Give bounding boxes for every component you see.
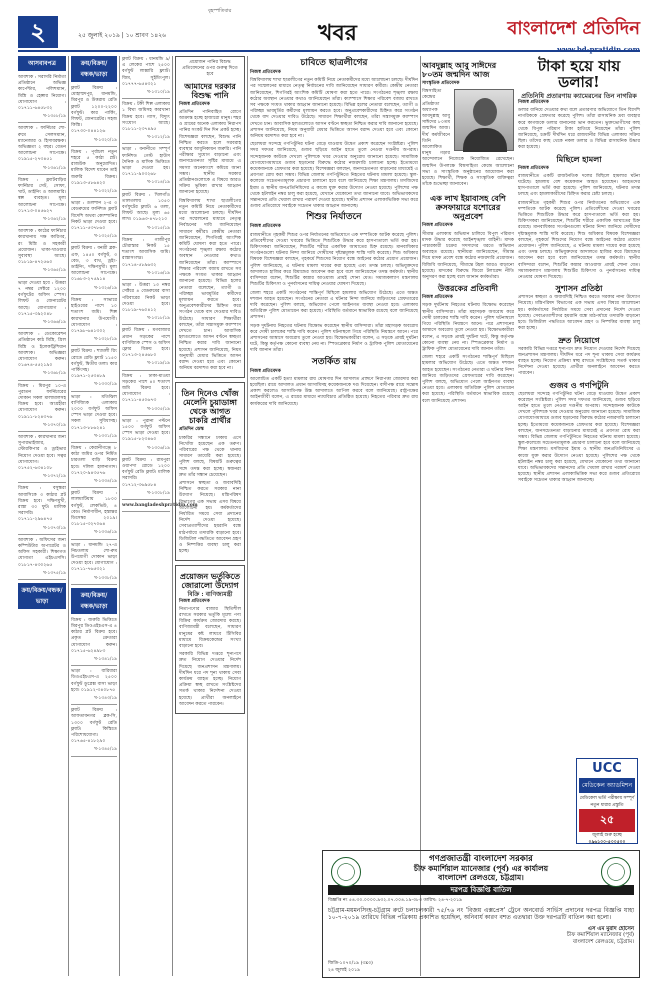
classified-ad[interactable] [71, 668, 117, 705]
article-headline: সুশাসন প্রতিষ্ঠা [555, 283, 603, 294]
category-header: আসবাবপত্র [18, 56, 66, 71]
classified-ad[interactable] [71, 617, 117, 666]
ad-text: ভাড়া : মতিঝিল বাণিজ্যিক এলাকায় ২০০০ বর্গফুট অফিস স্পেস ভাড়া দেওয়া হবে। সকল সুবিধাসহ। ০১৭১৩-৮৮৬২৪১ [71, 394, 117, 431]
ad-text: বিক্রয় : সাভারে হাইওয়ের পাশে ১০ শতাংশ জমি। শিল্প কারখানার উপযোগী। যোগাযোগ : ০১৭৯৮-৬৪১৩০২ [71, 297, 117, 334]
article-body: বিশ্ববিদ্যালয় শাখা ছাত্রলীগের নতুন কমিটি নিয়ে নেতাকর্মীদের মধ্যে আলোচনা চলছে। দীর্ঘদিন পর সম্মেলনের মাধ্যমে নেতৃত্ব নির্বাচনের দাবি জানিয়েছেন সাধারণ কর্মীরা। কেন্দ্রীয় নেতারা জানিয়েছেন, শিগগিরই আংশিক কমিটি ঘোষণা করা হতে পারে। সংগঠনের শৃঙ্খলা রক্ষায় কঠোর অবস্থান নেওয়ার কথাও জানিয়েছেন তাঁরা। ক্যাম্পাসে শিক্ষার পরিবেশ বজায় রাখতে সব পক্ষকে সংযত থাকার আহ্বান জানানো হয়েছে। বিভিন্ন হলের নেতারা বলেছেন, ত্যাগী ও পরিচ্ছন্ন ভাবমূর্তির কর্মীদের মূল্যায়ন করতে হবে। অনুপ্রবেশকারীদের চিহ্নিত করে সংগঠন থেকে বাদ দেওয়ার দাবিও উঠেছে। সাধারণ শিক্ষার্থীরা বলছেন, তাঁরা সন্ত্রাসমুক্ত ক্যাম্পাস দেখতে চান। আবাসিক হলগুলোতে আসন বণ্টনে স্বচ্ছতা নিশ্চিত করার দাবি জানানো হয়েছে। প্রশাসন জানিয়েছে, নিয়ম অনুযায়ী মেধার ভিত্তিতে আসন বরাদ্দ দেওয়া হবে এবং কোনো অনিয়ম বরদাশত করা হবে না। [250, 78, 418, 140]
ad-text: ভাড়া : বারিধারা ডিওএইচএস-এ ২৫০০ বর্গফুট ডুপ্লেক্স বাসা ভাড়া হবে। ০১৯১২-৩৪০৮৭৫ [71, 669, 117, 693]
article-headline: সতর্কিত রায় [311, 356, 357, 367]
article-body: ছেলেধরা সন্দেহে গণপিটুনির ঘটনা বেড়ে যাওয়ায় উদ্বেগ প্রকাশ করেছেন সংশ্লিষ্টরা। পুলিশ সদর দফতর জানিয়েছে, গুজব ছড়িয়ে আইন হাতে তুলে নেওয়া দণ্ডনীয় অপরাধ। সন্দেহজনক কাউকে দেখলে পুলিশকে খবর দেওয়ার অনুরোধ জানানো হয়েছে। সামাজিক যোগাযোগমাধ্যমে গুজব ছড়ানোর বিরুদ্ধে কঠোর নজরদারি চালানো হচ্ছে। ইতোমধ্যে কয়েকজনকে গ্রেফতার করা হয়েছে। বিশেষজ্ঞরা বলছেন, জনসচেতনতা বাড়ানোর মাধ্যমেই এ প্রবণতা রোধ করা সম্ভব। বিভিন্ন জেলায় গণপিটুনিতে নিহতের ঘটনায় মামলা হয়েছে। স্কুল-কলেজে সচেতনতামূলক প্রচারণা চালানো হবে বলে জানিয়েছে শিক্ষা মন্ত্রণালয়। মসজিদের ইমাম ও স্থানীয় জনপ্রতিনিধিদের এ কাজে যুক্ত করার উদ্যোগ নেওয়া হয়েছে। পুলিশের পক্ষ থেকে হটলাইন নম্বর চালু করা হয়েছে, যেখানে যেকোনো তথ্য জানানো যাবে। অভিভাবকদের সন্তানদের প্রতি খেয়াল রাখার পরামর্শ দেওয়া হয়েছে। স্থানীয় প্রশাসন এলাকাভিত্তিক সভা করে গুজব প্রতিরোধে সবাইকে সচেতন থাকার আহ্বান জানাচ্ছে। [250, 142, 418, 210]
article-body: ছেলেধরা সন্দেহে গণপিটুনির ঘটনা বেড়ে যাওয়ায় উদ্বেগ প্রকাশ করেছেন সংশ্লিষ্টরা। পুলিশ সদর দফতর জানিয়েছে, গুজব ছড়িয়ে আইন হাতে তুলে নেওয়া দণ্ডনীয় অপরাধ। সন্দেহজনক কাউকে দেখলে পুলিশকে খবর দেওয়ার অনুরোধ জানানো হয়েছে। সামাজিক যোগাযোগমাধ্যমে গুজব ছড়ানোর বিরুদ্ধে কঠোর নজরদারি চালানো হচ্ছে। ইতোমধ্যে কয়েকজনকে গ্রেফতার করা হয়েছে। বিশেষজ্ঞরা বলছেন, জনসচেতনতা বাড়ানোর মাধ্যমেই এ প্রবণতা রোধ করা সম্ভব। বিভিন্ন জেলায় গণপিটুনিতে নিহতের ঘটনায় মামলা হয়েছে। স্কুল-কলেজে সচেতনতামূলক প্রচারণা চালানো হবে বলে জানিয়েছে শিক্ষা মন্ত্রণালয়। মসজিদের ইমাম ও স্থানীয় জনপ্রতিনিধিদের এ কাজে যুক্ত করার উদ্যোগ নেওয়া হয়েছে। পুলিশের পক্ষ থেকে হটলাইন নম্বর চালু করা হয়েছে, যেখানে যেকোনো তথ্য জানানো যাবে। অভিভাবকদের সন্তানদের প্রতি খেয়াল রাখার পরামর্শ দেওয়া হয়েছে। স্থানীয় প্রশাসন এলাকাভিত্তিক সভা করে গুজব প্রতিরোধে সবাইকে সচেতন থাকার আহ্বান জানাচ্ছে। [518, 391, 640, 484]
ad-code: খ-১৩৬১/১৯ [43, 165, 66, 171]
ad-code: খ-১৩১৬/১৯ [147, 270, 170, 276]
date-line: ২৫ জুলাই ২০১৯ | ১০ শ্রাবণ ১৪২৬ [78, 32, 166, 39]
article-byline: নিজস্ব প্রতিবেদক [250, 70, 281, 75]
article-headline: তিন দিনেও খোঁজ মেলেনি চুয়াডাঙ্গা থেকে আগত চাকরি প্রার্থীর [181, 388, 239, 426]
article-verdict[interactable] [250, 358, 418, 408]
classified-list [122, 56, 170, 371]
ad-text: ফ্ল্যাট বিক্রয় : শ্যামলী রিং রোডে রেডি ফ্ল্যাট ১১৫০ বর্গফুট, দ্বিতীয় তলা। কার পার্কিংসহ। ০১৯৭১-২৫৩৪৮৯ [71, 349, 117, 380]
news-column-4 [175, 56, 245, 976]
ad-text: ভাড়া : বনানীতে সম্পূর্ণ ফার্নিশড গেস্ট হাউস দৈনিক ও মাসিক ভিত্তিতে ভাড়া দেওয়া হয়। ০১৭১১-৯০৩২৬৮ [122, 147, 170, 178]
article-byline: নিজস্ব প্রতিবেদক [179, 101, 210, 107]
article-chhatraleague[interactable] [250, 59, 418, 210]
article-kicker: প্রয়োজন পানির বিশুদ্ধ প্রতিবেদনের ওপর গুরুত্ব দিতে হবে [182, 60, 238, 78]
ad-code: খ-১৩১৫/১৯ [147, 225, 170, 231]
ad-code: খ-১৩২০/১৯ [94, 137, 117, 143]
ad-text: বিক্রয় : ফ্ল্যাটবাড়ির ফার্নিচার সেট, সোফা, খাট, ডাইনিং ও আলমারি। স্বল্প ব্যবহৃত। মূল্য আলোচনা সাপেক্ষে। ০১৭১৩-০৪৫৬২৭ [18, 177, 66, 214]
article-body: সীমান্ত এলাকায় অভিযান চালিয়ে বিপুল পরিমাণ মাদক উদ্ধার করেছে আইনশৃঙ্খলা বাহিনী। মাদক পাচারকারী চক্রের সদস্যদের ধরতে অভিযান অব্যাহত রয়েছে। স্থানীয়রা জানিয়েছেন, সীমান্ত দিয়ে মাদক প্রবেশ বন্ধে কঠোর নজরদারি প্রয়োজন। বিজিবি জানিয়েছে, সীমান্তে টহল আরও বাড়ানো হয়েছে। মাদকের বিরুদ্ধে জিরো টলারেন্স নীতি অনুসরণ করা হচ্ছে বলে জানান কর্মকর্তারা। [422, 231, 514, 281]
article-body: প্রশাসনে স্বচ্ছতা ও জবাবদিহি নিশ্চিত করতে সরকার নানা উদ্যোগ নিয়েছে। মন্ত্রিপরিষদ বিভাগের এক সভায় এসব বিষয়ে আলোচনা হয়। কর্মকর্তাদের নির্ধারিত সময়ে সেবা প্রদানের নির্দেশ দেওয়া হয়েছে। সেবাপ্রত্যাশীদের হয়রানি বন্ধে মাঠপর্যায়ে তদারকি বাড়ানো হবে। ডিজিটাল পদ্ধতিতে আবেদন গ্রহণ ও নিষ্পত্তির ব্যবস্থা চালু করা হচ্ছে। [518, 295, 640, 332]
govt-seal-icon [331, 857, 361, 887]
ad-text: বিক্রয় : বসুন্ধরা আবাসিকে ৩ কাঠার প্লট বিক্রয় হবে। দক্ষিণমুখী, রাস্তা ৩০ ফুট। মালিক সরাসরি। ০১৭১১-২৯৬৪৭৫ [18, 486, 66, 523]
classifieds-column-2 [71, 56, 117, 976]
classified-list [18, 74, 66, 580]
news-right [422, 56, 640, 846]
page-number: ২ [18, 16, 58, 48]
ad-code: খ-১৩৭৫/১৯ [43, 570, 66, 576]
classified-ad[interactable] [18, 228, 66, 277]
column-divider [68, 56, 69, 976]
article-headline: মিছিলে হামলা [556, 153, 602, 164]
section-title: খবর [318, 20, 357, 46]
classified-ad[interactable] [71, 348, 117, 391]
notice-signature [328, 926, 634, 945]
classified-ad[interactable] [18, 485, 66, 534]
classified-list [71, 617, 117, 757]
notice-govt-title: গণপ্রজাতন্ত্রী বাংলাদেশ সরকার [429, 854, 533, 864]
article-subhead: বিক্রি : বাণিজ্যমন্ত্রী [187, 591, 233, 599]
ucc-advertisement[interactable] [576, 758, 638, 844]
notice-office: চীফ কমার্শিয়াল ম্যানেজার (পূর্ব) এর কার্যালয় [413, 864, 549, 873]
ad-text: বিক্রয় : টঙ্গী শিল্প এলাকায় ১ বিঘা জমিসহ কারখানা বিক্রয় হবে। গ্যাস, বিদ্যুৎ সংযোগ আছে। ০১৮১১-২৩৭৪৯৫ [122, 102, 170, 133]
article-headline: দ্রুত নিয়োগে [558, 334, 600, 345]
article-byline: নিজস্ব প্রতিবেদক [179, 598, 210, 604]
article-child-abuse[interactable] [250, 213, 418, 354]
ad-text: আবশ্যক : ডেকোরেশন প্রতিষ্ঠানে কাঠ মিস্ত্রি, গ্রিল মিস্ত্রি ও ইলেকট্রিশিয়ান আবশ্যক। অভিজ্ঞরা যোগাযোগ করুন। ০১৬৭৪-৫৫২১৯০ [18, 332, 66, 369]
ucc-tagline: মেডিকেল ভর্তি পরীক্ষায় সম্পূর্ণ নতুন ধারার প্রস্তুতি [579, 796, 635, 808]
ad-text: বিক্রয় : ঢাকা-মাওয়া সড়কের পাশে ৪০ শতাংশ জমি বিক্রয় হবে। যোগাযোগ : ০১৭১১-৪৫০৬৭৩ [122, 373, 170, 404]
website-link[interactable]: www.bangladeshpratidin.com [122, 502, 170, 512]
classified-ad[interactable] [18, 125, 66, 174]
article-dollar[interactable] [518, 58, 640, 485]
classified-ad[interactable] [122, 192, 170, 235]
ad-code: খ-১৩৭৩/১৯ [43, 525, 66, 531]
notice-org: বাংলাদেশ রেলওয়ে, চট্টগ্রাম। [438, 873, 524, 882]
article-subhead: প্রতিনিধি প্রতারণায় ক্যামেরনের তিন নাগরিক [521, 92, 637, 100]
ad-text: বিক্রয় : পূর্বাচল নতুন শহরে ৫ কাঠা প্লট। রাজউক অনুমোদিত। মালিক বিদেশ যাবেন তাই জরুরি বিক্রয়। ০১৯১৩-৫৮৬৪২০ [71, 149, 117, 186]
article-byline: প্রতিদিন ডেস্ক [179, 427, 204, 433]
ad-code: খ-১৩৬৫/১৯ [43, 268, 66, 274]
ad-text: আবশ্যক : সরাসরি নির্মাতা প্রতিষ্ঠানে অভিজ্ঞ কার্পেন্টার, পলিশম্যান, মিস্ত্রি ও হেল্পার নিয়োগ। যোগাযোগ : ০১৭১১-৬৪৫৮৩২ [18, 75, 66, 112]
article-byline: নিজস্ব প্রতিবেদক [250, 224, 281, 230]
newspaper-logo[interactable] [507, 14, 640, 54]
ad-code: খ-১৩৩০/১৯ [94, 382, 117, 388]
ad-text: ভাড়া : উত্তরা ১৩ নম্বর সেক্টরে ৪ বেডরুমের বাসা পরিবারের নিকট ভাড়া দেওয়া হবে। ০১৮১৯-৭৬০৪১২ [122, 283, 170, 313]
ad-code: খ-১৩৩৬/১৯ [94, 530, 117, 536]
classified-ad[interactable] [122, 457, 170, 500]
masthead [18, 6, 640, 54]
ad-text: ফ্ল্যাট বিক্রয় : ধানমন্ডি ৯/এ লেকের পাশে ২৫০০ বর্গফুট লাক্সারি ফ্ল্যাট। জিম, সুইমিংপুল। ০১৭৭৭-৬৫৪৩২১ [122, 57, 170, 87]
article-headline: শিশুর নির্যাতনে [306, 212, 362, 223]
ad-code: খ-১৩১৯/১৯ [147, 361, 170, 367]
ad-text: ভাড়া : গুলশান ২-এ ৩ বেডরুমের ফার্নিশড ফ্ল্যাট বিদেশি অথবা কোম্পানির নিকট ভাড়া দেওয়া হবে। ০১৭১১-৫৩৭৮৬০ [71, 201, 117, 232]
article-byline: নিজস্ব প্রতিবেদক [518, 100, 549, 105]
ad-code: খ-১৩৬৮/১৯ [43, 371, 66, 377]
column-divider [119, 56, 120, 976]
classified-ad[interactable] [71, 394, 117, 443]
ad-text: আবশ্যক : ফার্নিচার শো-রুমে সেলসম্যান, ম্যানেজার ও হিসাবরক্ষক। অভিজ্ঞতা ২ বছর। বেতন আলোচনা সাপেক্ষে। ০১৯১৫-২৭৩৪৫১ [18, 126, 66, 163]
ad-code: খ-১৩১৪/১৯ [147, 180, 170, 186]
ad-text: ফ্ল্যাট বিক্রয় : রামপুরা ওয়াপদা রোডে ১২০০ বর্গফুট রেডি ফ্ল্যাট। মালিক সরাসরি। ০১৭১২-৩৬৯৫৮৪ [122, 457, 170, 488]
ad-text: ফ্ল্যাট বিক্রয় : খিলগাঁও তালতলায় ১০৫০ বর্গফুটের ফ্ল্যাট। ৬ তলা, লিফট আছে। মূল্য ৬৫ লাখ। ০১৯৬৩-৪৭৮২১০ [122, 192, 170, 223]
article-headline: আবদুল্লাহ আবু সাঈদের ৮০তম জন্মদিন আজ [422, 60, 497, 79]
article-subsidy[interactable] [175, 565, 245, 714]
logo-text: বাংলাদেশ প্রতিদিন [507, 18, 640, 39]
article-body: রাজধানীতে গৃহকর্মী শিশুর ওপর নির্যাতনের অভিযোগে এক দম্পতিকে আটক করেছে পুলিশ। প্রতিবেশীদের দেওয়া খবরের ভিত্তিতে শিশুটিকে উদ্ধার করে হাসপাতালে ভর্তি করা হয়। চিকিৎসকরা জানিয়েছেন, শিশুটির শরীরে একাধিক আঘাতের চিহ্ন রয়েছে। মানবাধিকার সংগঠনগুলো ঘটনার নিন্দা জানিয়ে দোষীদের দৃষ্টান্তমূলক শাস্তি দাবি করেছে। শিশু অধিকার বিষয়ক বিশেষজ্ঞরা বলছেন, গৃহকর্মে শিশুদের নিয়োগ বন্ধে আইনের কঠোর প্রয়োগ প্রয়োজন। পুলিশ জানিয়েছে, এ ঘটনায় মামলা দায়ের করা হয়েছে এবং তদন্ত চলছে। অভিযুক্তদের আদালতে হাজির করে রিমান্ডের আবেদন করা হবে বলে জানিয়েছেন তদন্ত কর্মকর্তা। স্থানীয় বাসিন্দারা বলেন, শিশুটির কান্নার আওয়াজ প্রায়ই শোনা যেত। সমাজকল্যাণ মন্ত্রণালয় শিশুটির চিকিৎসা ও পুনর্বাসনের দায়িত্ব নেওয়ার ঘোষণা দিয়েছে। [250, 232, 418, 288]
classified-ad[interactable] [71, 490, 117, 539]
article-body: ডলার বানিয়ে দেওয়ার কথা বলে প্রতারণার অভিযোগে তিন বিদেশি নাগরিককে গ্রেফতার করেছে পুলিশ। তাঁরা রাসায়নিক দ্রব্য ব্যবহার করে কাগজকে ডলার বানানোর ভান করতেন। ভুক্তভোগীদের কাছ থেকে বিপুল পরিমাণ টাকা হাতিয়ে নিয়েছেন তাঁরা। পুলিশ জানিয়েছে, চক্রটি দীর্ঘদিন ধরে রাজধানীর বিভিন্ন এলাকায় সক্রিয় ছিল। তাঁদের কাছ থেকে নকল ডলার ও বিভিন্ন রাসায়নিক উদ্ধার করা হয়েছে। [518, 108, 640, 151]
signatory-org: বাংলাদেশ রেলওয়ে, চট্টগ্রাম। [572, 938, 634, 945]
classified-ad[interactable] [71, 297, 117, 346]
article-missing[interactable] [175, 382, 245, 561]
ad-code: খ-১৩৪৩/১৯ [94, 696, 117, 702]
ad-text: ভাড়া : ধানমন্ডি ২৭-এ নিচতলায় শো-রুম উপযোগী দোকান ভাড়া দেওয়া হবে। যোগাযোগ : ০১৭১১-৭৬৫৩২১ [71, 542, 117, 573]
ad-code: খ-১৩০৬/১৯ [147, 445, 170, 451]
ad-code: খ-১৩৩১/১৯ [94, 433, 117, 439]
category-header: ক্রয়/বিক্রয়/বন্ধক/ভাড়া [71, 56, 117, 82]
article-body: প্রতিদিন পানিবাহিত রোগে আক্রান্ত হচ্ছে হাজারো মানুষ। শহর ও গ্রামের অনেক এলাকায় নিরাপদ পানির সংকট দিন দিন প্রকট হচ্ছে। বিশেষজ্ঞরা বলছেন, বিশুদ্ধ পানি নিশ্চিত করতে হলে সরবরাহ ব্যবস্থার আধুনিকায়ন জরুরি। পানি পরীক্ষার সুযোগ বাড়ানো এবং জনসচেতনতা সৃষ্টির মাধ্যমে এ সমস্যা অনেকাংশে কমিয়ে আনা সম্ভব। স্থানীয় সরকার প্রতিষ্ঠানগুলোকে এ বিষয়ে আরও সক্রিয় ভূমিকা রাখার আহ্বান জানানো হয়েছে। [179, 109, 241, 196]
article-headline: এক লাখ ইয়াবাসহ বেশি ক্রসফায়ারে যশোরের অনুপ্রবেশ [430, 193, 506, 222]
ad-text: আবশ্যক : অফিসের জন্য কম্পিউটার অপারেটর ও অফিস সহকারী। শিক্ষাগত যোগ্যতা এইচএসসি। ০১৮১৭-৪৩০২৬৫ [18, 537, 66, 568]
ad-text: ভাড়া : পুরানা পল্টনে ১৫০০ বর্গফুট অফিস স্পেস ভাড়া দেওয়া হবে। ০১৯১৫-৮২৩৪৬০ [122, 418, 170, 443]
news-center [250, 56, 418, 976]
signatory-title: চীফ কমার্শিয়াল ম্যানেজার (পূর্ব) [566, 932, 634, 939]
ad-text: বিক্রয় : কেরানীগঞ্জে ৮ কাঠা জমির ওপর নির্মিত চারতলা বাড়ি বিক্রয় হবে। দলিল হালনাগাদ। ০১৭২০-৯৪৩৫৭৬ [71, 445, 117, 476]
masthead-rule [18, 50, 640, 52]
article-headline: চাবিতে ছাত্রলীগের [300, 58, 368, 68]
ad-text: আবশ্যক : কারখানার জন্য সুপারভাইজার, স্টোরকিপার ও ড্রাইভার নিয়োগ দেওয়া হবে। সত্বর যোগাযোগ। ০১৭৫২-৬৩৪১০৮ [18, 434, 66, 471]
classified-ad[interactable] [18, 280, 66, 329]
article-headline: টাকা হয়ে যায় ডলার! [537, 57, 621, 91]
ad-text: ফ্ল্যাট বিক্রয় : বনশ্রী ব্লক-এফ, ১৪৫০ বর্গফুট, ৩ বেড, ৩ বাথ, ড্রইং-ডাইনিং, দক্ষিণমুখী। মূল্য আলোচনা সাপেক্ষে। ০১৬৮৩-২৭৫৯১৪ [71, 246, 117, 283]
ad-code: খ-১৩৪১/১৯ [94, 657, 117, 663]
notice-body: চট্টগ্রাম-ময়মনসিংহ-চট্টগ্রাম রুটে চলাচলকারী ৭৫/৭৬ নং 'বিজয় এক্সপ্রেস' ট্রেনে অনবোর্ড সার্ভিস প্রদানের দরপত্র বিজ্ঞপ্তি যাহা ১০-৭-২০১৯ তারিখে বিভিন্ন পত্রিকায় প্রকাশিত হয়েছিল, অনিবার্য কারণ বশত এতদ্বারা উক্ত দরপত্রটি বাতিল করা হলো। [328, 906, 634, 922]
ad-code: খ-১৩২৮/১৯ [94, 337, 117, 343]
article-headline: আমাদের দরকার বিশুদ্ধ পানি [184, 80, 236, 100]
ad-code: খ-১৩২৫/১৯ [94, 234, 117, 240]
classified-ad[interactable] [18, 177, 66, 226]
article-body: নিত্যপণ্যের বাজার স্থিতিশীল রাখতে সরকার ভর্তুকি মূল্যে পণ্য বিক্রির কার্যক্রম জোরদার করছে। বাণিজ্যমন্ত্রী বলেছেন, সাধারণ মানুষের কষ্ট লাঘবে টিসিবির মাধ্যমে বিক্রয়কেন্দ্রের সংখ্যা বাড়ানো হবে। [179, 606, 241, 650]
classified-list [71, 85, 117, 585]
ad-text: বিক্রয় : মিরপুর ১০-এ পুরাতন ফার্নিচারের দোকান সকল মালামালসহ বিক্রয় হবে। আগ্রহীরা যোগাযোগ করুন। ০১৯১১-৮২৪৩৭৬ [18, 383, 66, 420]
ad-code: খ-১৩৫৮/১৯ [43, 114, 66, 120]
category-header: ক্রয়/বিক্রয়/বন্ধক/ভাড়া [71, 588, 117, 614]
notice-ref: বিজ্ঞপ্তি নং ৫৪.৩০.০০০০.৯৩২.০৭.০০৪.১৯-৩৮৩ তারিখ: ২৪-৭-২০১৯ [328, 898, 463, 904]
classified-ad[interactable] [71, 445, 117, 488]
article-body: সড়ক দুর্ঘটনায় নিহতের ঘটনায় বিক্ষোভ করেছেন স্থানীয় বাসিন্দারা। তাঁরা মহাসড়ক অবরোধ করে দোষী চালকের শাস্তি দাবি করেন। পুলিশ ঘটনাস্থলে গিয়ে পরিস্থিতি নিয়ন্ত্রণে আনে। পরে প্রশাসনের আশ্বাসে অবরোধ তুলে নেওয়া হয়। বিক্ষোভকারীরা বলেন, এ সড়কে প্রায়ই দুর্ঘটনা ঘটে, কিন্তু কর্তৃপক্ষ কোনো ব্যবস্থা নেয় না। স্পিডব্রেকার নির্মাণ ও ট্রাফিক পুলিশ মোতায়েনের দাবি জানান তাঁরা। [250, 323, 418, 354]
classifieds-column-1 [18, 56, 66, 976]
classified-ad[interactable] [122, 327, 170, 370]
ad-code: খ-১৩৩৪/১৯ [94, 478, 117, 484]
ad-text: ফ্ল্যাট বিক্রয় : আফতাবনগর ব্লক-সি, ১৩০০ বর্গফুট রেডি ফ্ল্যাট। কিস্তিতে পরিশোধযোগ্য। ০১৭৬৫-৪১৮২৯০ [71, 708, 117, 745]
classified-ad[interactable] [71, 542, 117, 585]
article-body: জেলা শহরে একটি সংগঠনের শান্তিপূর্ণ মিছিলে হামলার অভিযোগ উঠেছে। এতে অন্তত দশজন আহত হয়েছেন। সংগঠনের নেতারা এ ঘটনার নিন্দা জানিয়ে জড়িতদের গ্রেফতারের দাবি করেছেন। পুলিশ বলছে, অভিযোগ পেলে আইনগত ব্যবস্থা নেওয়া হবে। এলাকায় অতিরিক্ত পুলিশ মোতায়েন করা হয়েছে। পরিস্থিতি বর্তমানে স্বাভাবিক রয়েছে বলে জানিয়েছে প্রশাসন। [422, 355, 514, 404]
signatory-name: এস এম মুরাদ হোসেন [587, 926, 634, 932]
ad-code: খ-১৩৬৬/১৯ [43, 319, 66, 325]
article-water[interactable] [175, 56, 245, 378]
classified-ad[interactable] [18, 383, 66, 432]
notice-date: ২৪ জুলাই ২০১৯ [328, 967, 361, 973]
article-body: চাকরির সন্ধানে ঢাকায় এসে নিখোঁজ হয়েছেন এক তরুণ। পরিবারের পক্ষ থেকে থানায় সাধারণ ডায়েরি করা হয়েছে। পুলিশ বলছে, বিষয়টি গুরুত্বের সঙ্গে তদন্ত করা হচ্ছে। স্বজনরা দ্রুত তাঁর সন্ধান চেয়েছেন। [179, 435, 241, 478]
ad-text: ভাড়া দেওয়া হবে : উত্তরা ৭ নম্বর সেক্টরে ১২০০ বর্গফুটের অফিস স্পেস। লিফট ও জেনারেটর আছে। যোগাযোগ : ০১৭১৫-৩৯২০৪৮ [18, 280, 66, 317]
column-divider [172, 56, 173, 976]
classified-ad[interactable] [122, 373, 170, 416]
article-body: আলোচিত একটি হত্যা মামলার রায় ঘোষণার দিন আদালত প্রাঙ্গণে নিরাপত্তা জোরদার করা হয়েছিল। রায়ে আদালত প্রধান আসামিসহ কয়েকজনকে দণ্ড দিয়েছেন। বাদীপক্ষ রায়ে সন্তোষ প্রকাশ করলেও আসামিপক্ষ উচ্চ আদালতে আপিল করবে বলে জানিয়েছে। রাষ্ট্রপক্ষের আইনজীবী বলেন, এ রায়ের মাধ্যমে ন্যায়বিচার প্রতিষ্ঠিত হয়েছে। নিহতের পরিবার দ্রুত রায় কার্যকরের দাবি জানিয়েছে। [250, 376, 418, 407]
article-body: সরকারি বিভিন্ন দপ্তরে শূন্যপদে দ্রুত নিয়োগ দেওয়ার নির্দেশ দিয়েছে জনপ্রশাসন মন্ত্রণালয়। দীর্ঘদিন ধরে পদ শূন্য থাকায় সেবা কার্যক্রম ব্যাহত হচ্ছে। নিয়োগ প্রক্রিয়া স্বচ্ছ রাখতে সংশ্লিষ্টদের সতর্ক থাকার নির্দেশনা দেওয়া হয়েছে। প্রার্থীরা অনলাইনে আবেদন করতে পারবেন। [518, 346, 640, 377]
ucc-logo: UCC [592, 761, 622, 776]
day-line: বৃহস্পতিবার [208, 8, 232, 14]
article-body: সড়ক দুর্ঘটনায় নিহতের ঘটনায় বিক্ষোভ করেছেন স্থানীয় বাসিন্দারা। তাঁরা মহাসড়ক অবরোধ করে দোষী চালকের শাস্তি দাবি করেন। পুলিশ ঘটনাস্থলে গিয়ে পরিস্থিতি নিয়ন্ত্রণে আনে। পরে প্রশাসনের আশ্বাসে অবরোধ তুলে নেওয়া হয়। বিক্ষোভকারীরা বলেন, এ সড়কে প্রায়ই দুর্ঘটনা ঘটে, কিন্তু কর্তৃপক্ষ কোনো ব্যবস্থা নেয় না। স্পিডব্রেকার নির্মাণ ও ট্রাফিক পুলিশ মোতায়েনের দাবি জানান তাঁরা। [422, 303, 514, 352]
classified-ad[interactable] [71, 149, 117, 198]
ad-code: খ-১৩১৮/১৯ [147, 316, 170, 322]
ad-text: ফ্ল্যাট বিক্রয় : মগবাজার প্রধান সড়কের পাশে বাণিজ্যিক স্পেস ও অফিস ফ্লোর বিক্রয় হবে। ০১৭১৩-২৪৫৬৮০ [122, 328, 170, 359]
classified-ad[interactable] [71, 245, 117, 294]
article-byline: সাংস্কৃতিক প্রতিবেদক [422, 81, 460, 86]
classified-list [122, 373, 170, 500]
ad-text: আবশ্যক : কাঠের ফার্নিচার কারখানায় দক্ষ কারিগর, রং মিস্ত্রি ও সহকারী প্রয়োজন। থাকা-খাওয়ার সুব্যবস্থা আছে। ০১৮১৯-৪৭২৫৬০ [18, 229, 66, 266]
ucc-program: মেডিকেল অ্যাডমিশন [579, 778, 635, 793]
article-birthday[interactable] [422, 58, 640, 485]
notice-banner: দরপত্র বিজ্ঞপ্তি বাতিল [328, 885, 634, 895]
article-body: জেলা শহরে একটি সংগঠনের শান্তিপূর্ণ মিছিলে হামলার অভিযোগ উঠেছে। এতে অন্তত দশজন আহত হয়েছেন। সংগঠনের নেতারা এ ঘটনার নিন্দা জানিয়ে জড়িতদের গ্রেফতারের দাবি করেছেন। পুলিশ বলছে, অভিযোগ পেলে আইনগত ব্যবস্থা নেওয়া হবে। এলাকায় অতিরিক্ত পুলিশ মোতায়েন করা হয়েছে। পরিস্থিতি বর্তমানে স্বাভাবিক রয়েছে বলে জানিয়েছে প্রশাসন। [250, 290, 418, 321]
article-byline: নিজস্ব প্রতিবেদক [422, 223, 453, 229]
ad-code: খ-১৩২২/১৯ [94, 189, 117, 195]
article-headline: প্রয়োজন ভর্তুকিতে জোরালো উদ্যোগ [179, 571, 240, 591]
classified-ad[interactable] [122, 237, 170, 280]
article-byline: নিজস্ব প্রতিবেদক [422, 295, 453, 301]
ad-code: খ-১৩৭০/১৯ [43, 422, 66, 428]
railway-seal-icon [601, 857, 631, 887]
ad-code: খ-১৩৭২/১৯ [43, 474, 66, 480]
column-divider [247, 56, 248, 976]
ad-code: খ-১৩০৫/১৯ [147, 406, 170, 412]
classified-ad[interactable] [18, 331, 66, 380]
article-body: বিশ্ববিদ্যালয় শাখা ছাত্রলীগের নতুন কমিটি নিয়ে নেতাকর্মীদের মধ্যে আলোচনা চলছে। দীর্ঘদিন পর সম্মেলনের মাধ্যমে নেতৃত্ব নির্বাচনের দাবি জানিয়েছেন সাধারণ কর্মীরা। কেন্দ্রীয় নেতারা জানিয়েছেন, শিগগিরই আংশিক কমিটি ঘোষণা করা হতে পারে। সংগঠনের শৃঙ্খলা রক্ষায় কঠোর অবস্থান নেওয়ার কথাও জানিয়েছেন তাঁরা। ক্যাম্পাসে শিক্ষার পরিবেশ বজায় রাখতে সব পক্ষকে সংযত থাকার আহ্বান জানানো হয়েছে। বিভিন্ন হলের নেতারা বলেছেন, ত্যাগী ও পরিচ্ছন্ন ভাবমূর্তির কর্মীদের মূল্যায়ন করতে হবে। অনুপ্রবেশকারীদের চিহ্নিত করে সংগঠন থেকে বাদ দেওয়ার দাবিও উঠেছে। সাধারণ শিক্ষার্থীরা বলছেন, তাঁরা সন্ত্রাসমুক্ত ক্যাম্পাস দেখতে চান। আবাসিক হলগুলোতে আসন বণ্টনে স্বচ্ছতা নিশ্চিত করার দাবি জানানো হয়েছে। প্রশাসন জানিয়েছে, নিয়ম অনুযায়ী মেধার ভিত্তিতে আসন বরাদ্দ দেওয়া হবে এবং কোনো অনিয়ম বরদাশত করা হবে না। [179, 198, 241, 372]
logo-tagline: www.bd-pratidin.com [557, 45, 640, 54]
classified-ad[interactable] [71, 707, 117, 756]
article-body: প্রশাসনে স্বচ্ছতা ও জবাবদিহি নিশ্চিত করতে সরকার নানা উদ্যোগ নিয়েছে। মন্ত্রিপরিষদ বিভাগের এক সভায় এসব বিষয়ে আলোচনা হয়। কর্মকর্তাদের নির্ধারিত সময়ে সেবা প্রদানের নির্দেশ দেওয়া হয়েছে। সেবাপ্রত্যাশীদের হয়রানি বন্ধে মাঠপর্যায়ে তদারকি বাড়ানো হবে। ডিজিটাল পদ্ধতিতে আবেদন গ্রহণ ও নিষ্পত্তির ব্যবস্থা চালু করা হচ্ছে। [179, 480, 241, 555]
ad-code: খ-১৩৪৫/১৯ [94, 747, 117, 753]
notice-code: জিডি-১০৭০/১৯ (৩x৩) [328, 960, 373, 966]
ad-text: বিক্রয় : জরুরি ভিত্তিতে মিরপুর ডিওএইচএস-এ ৪ কাঠার প্লট বিক্রয় হবে। প্রকৃত ক্রেতারা যোগাযোগ করুন। ০১৭১৫-৬২৪৯৮৩ [71, 617, 117, 654]
ucc-start-date: ২৫ [579, 809, 635, 832]
ad-text: ফ্ল্যাট বিক্রয় : লালমাটিয়ায় ১৮০০ বর্গফুট, লেকভিউ, ৪ বেড। নির্মাণাধীন, হস্তান্তর ডিসেম্বর ২০১৯। ০১৮১৫-৩২৭০৬৪ [71, 491, 117, 528]
ad-code: খ-১৩১০/১৯ [147, 90, 170, 96]
article-body: সরকারি বিভিন্ন দপ্তরে শূন্যপদে দ্রুত নিয়োগ দেওয়ার নির্দেশ দিয়েছে জনপ্রশাসন মন্ত্রণালয়। দীর্ঘদিন ধরে পদ শূন্য থাকায় সেবা কার্যক্রম ব্যাহত হচ্ছে। নিয়োগ প্রক্রিয়া স্বচ্ছ রাখতে সংশ্লিষ্টদের সতর্ক থাকার নির্দেশনা দেওয়া হয়েছে। প্রার্থীরা অনলাইনে আবেদন করতে পারবেন। [179, 652, 241, 707]
classified-ad[interactable] [122, 418, 170, 455]
classified-ad[interactable] [71, 85, 117, 147]
ad-code: খ-১৩০৮/১৯ [147, 490, 170, 496]
classified-ad[interactable] [122, 282, 170, 325]
govt-tender-notice[interactable] [322, 850, 640, 978]
article-byline: নিজস্ব প্রতিবেদক [518, 165, 549, 171]
article-body: রাজধানীতে একটি রাজনৈতিক দলের মিছিলে হামলার ঘটনা ঘটেছে। হামলায় বেশ কয়েকজন আহত হয়েছেন। আহতদের হাসপাতালে ভর্তি করা হয়েছে। পুলিশ জানিয়েছে, ঘটনার তদন্ত চলছে এবং হামলাকারীদের চিহ্নিত করার চেষ্টা চলছে। [518, 173, 640, 198]
ad-code: খ-১৩২৬/১৯ [94, 285, 117, 291]
ucc-start-text: জুলাই শুরু হচ্ছে [592, 833, 622, 838]
classified-ad[interactable] [122, 56, 170, 99]
classified-ad[interactable] [18, 537, 66, 580]
article-headline: উত্তরকের প্রতিবাদী [438, 283, 498, 294]
ad-code: খ-১৩৩৮/১৯ [94, 575, 117, 581]
ucc-phone[interactable]: ০৯৬১০০-৫০০৫০০ [588, 840, 626, 845]
ad-code: খ-১৩৬২/১৯ [43, 217, 66, 223]
classified-ad[interactable] [71, 200, 117, 243]
classified-ad[interactable] [122, 146, 170, 189]
article-body: বিশ্বসাহিত্য কেন্দ্রের প্রতিষ্ঠাতা অধ্যাপক আবদুল্লাহ আবু সাঈদের ৮০তম জন্মদিন আজ। দীর্ঘ কর্মজীবনে তিনি আলোকিত মানুষ গড়ার আন্দোলনে নিজেকে নিয়োজিত রেখেছেন। জন্মদিন উপলক্ষে বিশ্বসাহিত্য কেন্দ্রে আলোচনা সভা ও সাংস্কৃতিক অনুষ্ঠানের আয়োজন করা হয়েছে। শিক্ষার্থী, শিক্ষক ও সাংস্কৃতিক ব্যক্তিত্বরা তাঁকে শুভেচ্ছা জানাবেন। [422, 89, 514, 188]
article-headline: গুজব ও গণপিটুনি [549, 379, 609, 390]
article-byline: নিজস্ব প্রতিবেদক [250, 368, 281, 374]
column-divider [420, 56, 421, 976]
category-header: ক্রয়/বিক্রয়/বন্ধক/ভাড়া [18, 583, 66, 609]
portrait-photo [454, 89, 514, 151]
classified-ad[interactable] [18, 74, 66, 123]
article-body: রাজধানীতে গৃহকর্মী শিশুর ওপর নির্যাতনের অভিযোগে এক দম্পতিকে আটক করেছে পুলিশ। প্রতিবেশীদের দেওয়া খবরের ভিত্তিতে শিশুটিকে উদ্ধার করে হাসপাতালে ভর্তি করা হয়। চিকিৎসকরা জানিয়েছেন, শিশুটির শরীরে একাধিক আঘাতের চিহ্ন রয়েছে। মানবাধিকার সংগঠনগুলো ঘটনার নিন্দা জানিয়ে দোষীদের দৃষ্টান্তমূলক শাস্তি দাবি করেছে। শিশু অধিকার বিষয়ক বিশেষজ্ঞরা বলছেন, গৃহকর্মে শিশুদের নিয়োগ বন্ধে আইনের কঠোর প্রয়োগ প্রয়োজন। পুলিশ জানিয়েছে, এ ঘটনায় মামলা দায়ের করা হয়েছে এবং তদন্ত চলছে। অভিযুক্তদের আদালতে হাজির করে রিমান্ডের আবেদন করা হবে বলে জানিয়েছেন তদন্ত কর্মকর্তা। স্থানীয় বাসিন্দারা বলেন, শিশুটির কান্নার আওয়াজ প্রায়ই শোনা যেত। সমাজকল্যাণ মন্ত্রণালয় শিশুটির চিকিৎসা ও পুনর্বাসনের দায়িত্ব নেওয়ার ঘোষণা দিয়েছে। [518, 200, 640, 281]
classified-ad[interactable] [122, 101, 170, 144]
ad-code: খ-১৩১২/১৯ [147, 135, 170, 141]
classified-ad[interactable] [18, 434, 66, 483]
ad-text: ফ্ল্যাট বিক্রয় : মোহাম্মদপুর, ধানমন্ডি, মিরপুর ও উত্তরায় রেডি ফ্ল্যাট ১২০০-২২০০ বর্গফুট। কার পার্কিং, লিফট, জেনারেটর। সহজ কিস্তি। ০১৭৩০-০৪৪১২৬ [71, 86, 117, 135]
ad-text: বিক্রয় : গাজীপুর চৌরাস্তার নিকট ১৫ শতাংশ আবাসিক জমি। রাস্তাসংলগ্ন। ০১৭১৪-৫৮৯৬৩২ [122, 237, 170, 268]
